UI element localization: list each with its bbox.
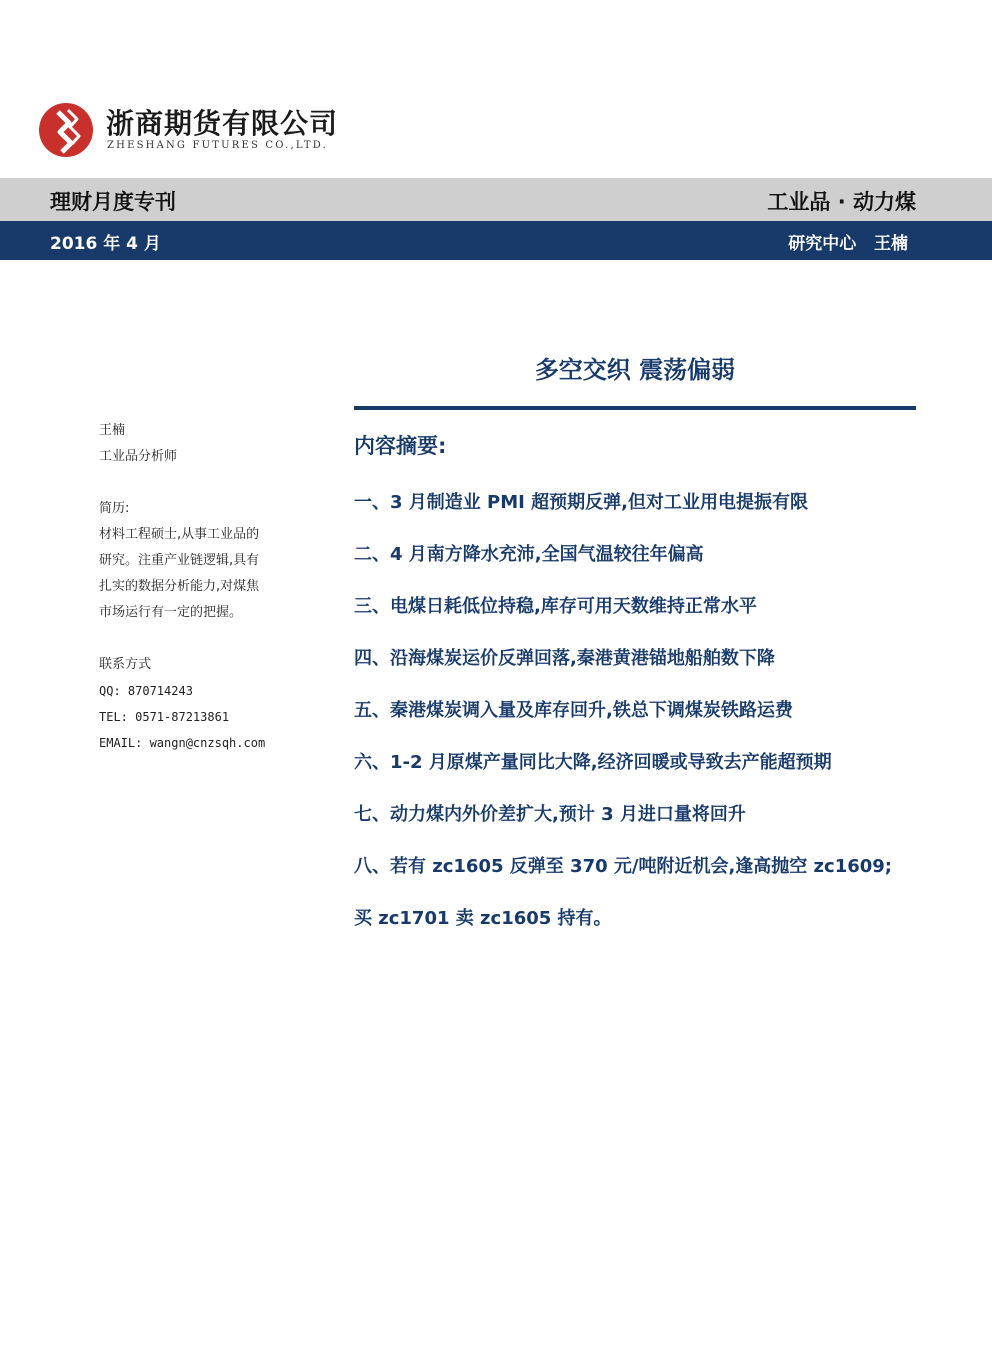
bio-line: 市场运行有一定的把握。 — [99, 605, 243, 620]
abstract-point: 七、动力煤内外价差扩大,预计 3 月进口量将回升 — [354, 804, 746, 825]
bio-heading: 简历: — [99, 501, 130, 516]
bio-line: 研究。注重产业链逻辑,具有 — [99, 553, 260, 568]
report-meta-band — [0, 221, 992, 260]
analyst-role: 工业品分析师 — [99, 449, 178, 464]
contact-qq: QQ: 870714243 — [99, 684, 193, 698]
abstract-point: 二、4 月南方降水充沛,全国气温较往年偏高 — [354, 544, 704, 565]
company-name: 浙商期货有限公司 — [106, 107, 339, 140]
abstract-points — [354, 488, 954, 956]
abstract-point: 六、1-2 月原煤产量同比大降,经济回暖或导致去产能超预期 — [354, 752, 832, 773]
bio-line: 材料工程硕士,从事工业品的 — [99, 527, 260, 542]
report-author-line — [788, 229, 908, 254]
report-date: 2016 年 4 月 — [50, 234, 161, 254]
title-divider — [354, 406, 916, 410]
report-type: 理财月度专刊 — [50, 190, 176, 214]
abstract-point: 买 zc1701 卖 zc1605 持有。 — [354, 908, 612, 929]
abstract-point: 五、秦港煤炭调入量及库存回升,铁总下调煤炭铁路运费 — [354, 700, 793, 721]
contact-email[interactable]: EMAIL: wangn@cnzsqh.com — [99, 736, 266, 750]
analyst-sidebar — [99, 418, 329, 756]
report-category: 工业品 · 动力煤 — [767, 190, 916, 214]
abstract-point: 三、电煤日耗低位持稳,库存可用天数维持正常水平 — [354, 596, 757, 617]
abstract-point: 四、沿海煤炭运价反弹回落,秦港黄港锚地船舶数下降 — [354, 648, 775, 669]
contact-heading: 联系方式 — [99, 657, 152, 672]
abstract-point: 一、3 月制造业 PMI 超预期反弹,但对工业用电提振有限 — [354, 492, 808, 513]
bio-line: 扎实的数据分析能力,对煤焦 — [99, 579, 260, 594]
report-title: 多空交织 震荡偏弱 — [534, 356, 736, 384]
department: 研究中心 — [788, 234, 857, 254]
report-type-band — [0, 178, 992, 221]
zheshang-logo-icon — [38, 102, 94, 158]
abstract-point: 八、若有 zc1605 反弹至 370 元/吨附近机会,逢高抛空 zc1609; — [354, 856, 893, 877]
company-logo — [38, 100, 338, 160]
contact-tel: TEL: 0571-87213861 — [99, 710, 230, 724]
abstract-heading: 内容摘要: — [354, 434, 447, 458]
author: 王楠 — [874, 234, 908, 254]
analyst-name: 王楠 — [99, 423, 126, 438]
company-name-en: ZHESHANG FUTURES CO.,LTD. — [107, 140, 328, 151]
